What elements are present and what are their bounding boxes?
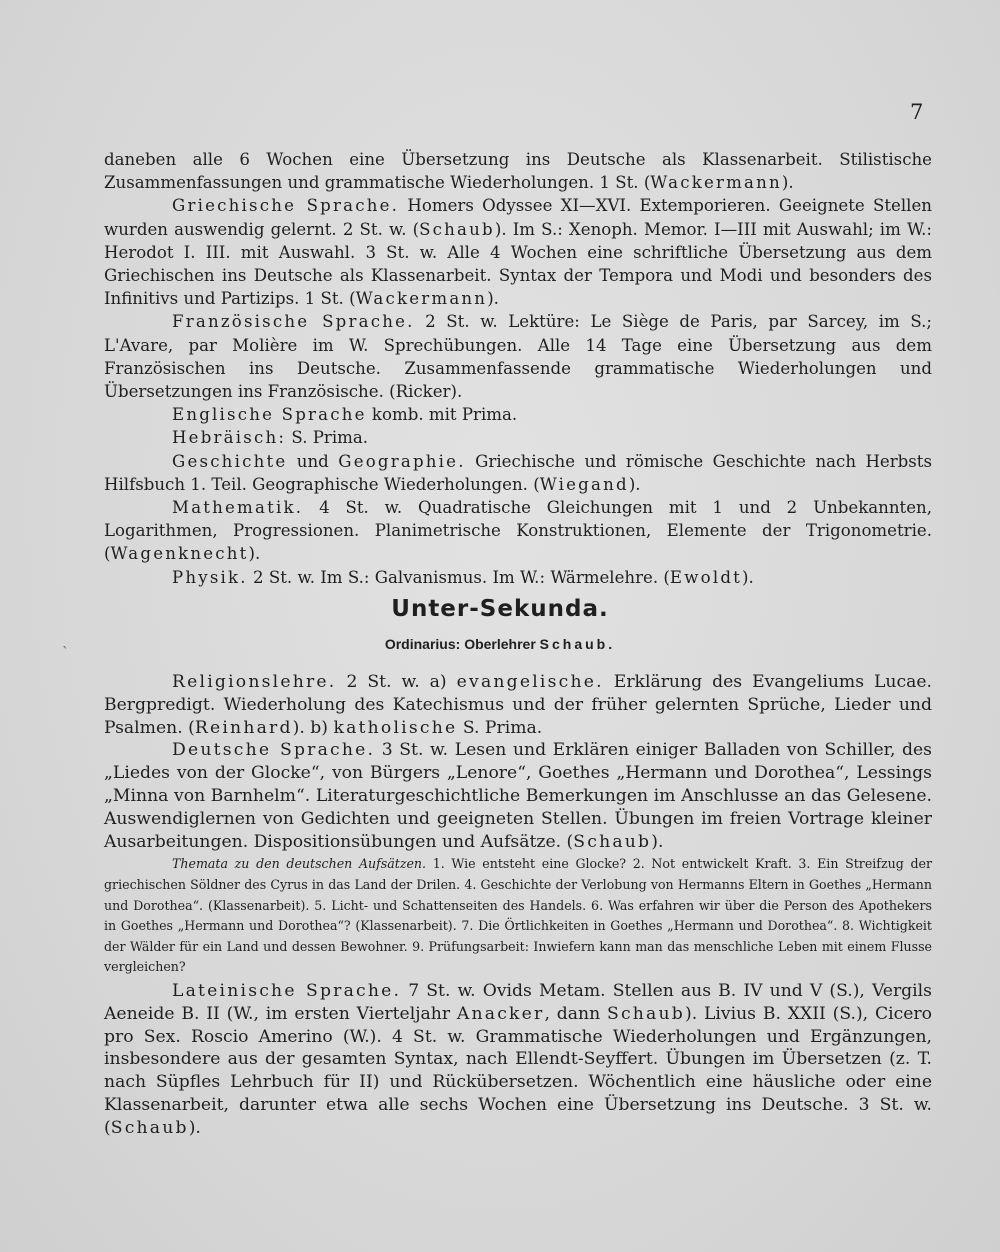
subject-heading: Geographie.: [338, 451, 466, 471]
paragraph-history: Geschichte und Geographie. Griechische und römische Geschichte nach Herbsts Hilfsbuch 1. Teil. Geographische Wiederholungen. (Wiegand).: [104, 451, 932, 494]
subject-heading: Hebräisch:: [172, 428, 287, 448]
paragraph-physics: Physik. 2 St. w. Im S.: Galvanismus. Im W.: Wärmelehre. (Ewoldt).: [172, 567, 754, 587]
subject-heading: Religionslehre.: [172, 672, 337, 692]
page-number: 7: [910, 100, 924, 124]
obersekunda-section: [104, 148, 932, 589]
paragraph-latin: Lateinische Sprache. 7 St. w. Ovids Metam. Stellen aus B. IV und V (S.), Vergils Aeneide B. II (W., im ersten Vierteljahr Anacker, dann Schaub). Livius B. XXII (S.), Cicero pro Sex. Roscio Amerino (W.). 4 St. w. Grammatische Wiederholungen und Ergänzungen, insbesondere aus der gesamten Syntax, nach Ellendt-Seyffert. Übungen im Übersetzen (z. T. nach Süpfles Lehrbuch für II) und Rückübersetzen. Wöchentlich eine häusliche oder eine Klassenarbeit, darunter etwa alle sechs Wochen eine Übersetzung ins Deutsche. 3 St. w. (Schaub).: [104, 980, 932, 1138]
subject-heading: Deutsche Sprache.: [172, 740, 376, 761]
ordinarius-line: Ordinarius: Oberlehrer Schaub.: [384, 636, 616, 652]
untersekunda-section: [104, 671, 932, 1140]
subject-heading: Französische Sprache.: [172, 312, 415, 332]
subject-heading: Geschichte: [172, 451, 288, 471]
subject-heading: Physik.: [172, 567, 248, 587]
paragraph-latin-continued: daneben alle 6 Wochen eine Übersetzung ins Deutsche als Klassenarbeit. Stilistische Zusammenfassungen und grammatische Wiederholungen. 1 St. (Wackermann).: [104, 150, 932, 193]
paragraph-math: Mathematik. 4 St. w. Quadratische Gleichungen mit 1 und 2 Unbekannten, Logarithmen, Progressionen. Planimetrische Konstruktionen, Elemente der Trigonometrie. (Wagenknecht).: [104, 498, 932, 564]
subject-heading: Lateinische Sprache.: [172, 980, 402, 1001]
subject-heading: Mathematik.: [172, 498, 304, 518]
paragraph-hebrew: Hebräisch: S. Prima.: [172, 428, 369, 448]
paragraph-german: Deutsche Sprache. 3 St. w. Lesen und Erklären einiger Balladen von Schiller, des „Liedes von der Glocke“, von Bürgers „Lenore“, Goethes „Hermann und Dorothea“, Lessings „Minna von Barnhelm“. Literaturgeschichtliche Bemerkungen im Anschlusse an das Gelesene. Auswendiglernen von Gedichten und geeigneten Stellen. Übungen im freien Vortrage kleiner Ausarbeitungen. Dispositionsübungen und Aufsätze. (Schaub).: [104, 740, 932, 852]
themata-heading: Themata zu den deutschen Aufsätzen.: [172, 856, 427, 872]
paragraph-english: Englische Sprache komb. mit Prima.: [172, 405, 518, 425]
paragraph-greek: Griechische Sprache. Homers Odyssee XI—XVI. Extemporieren. Geeignete Stellen wurden auswendig gelernt. 2 St. w. (Schaub). Im S.: Xenoph. Memor. I—III mit Auswahl; im W.: Herodot I. III. mit Auswahl. 3 St. w. Alle 4 Wochen eine schriftliche Übersetzung aus dem Griechischen ins Deutsche als Klassenarbeit. Syntax der Tempora und Modi und besonders des Infinitivs und Partizips. 1 St. (Wackermann).: [104, 196, 932, 309]
subject-heading: Englische Sprache: [172, 405, 367, 425]
section-title: Unter-Sekunda.: [391, 596, 609, 622]
paragraph-religion: Religionslehre. 2 St. w. a) evangelische. Erklärung des Evangeliums Lucae. Bergpredigt. Wiederholung des Katechismus und der früher gelernten Sprüche, Lieder und Psalmen. (Reinhard). b) katholische S. Prima.: [104, 672, 933, 738]
paragraph-themata: Themata zu den deutschen Aufsätzen. 1. Wie entsteht eine Glocke? 2. Not entwickelt Kraft. 3. Ein Streifzug der griechischen Söldner des Cyrus in das Land der Drilen. 4. Geschichte der Verlobung von Hermanns Eltern in Goethes „Hermann und Dorothea“. (Klassenarbeit). 5. Licht- und Schattenseiten des Handels. 6. Was erfahren wir über die Person des Apothekers in Goethes „Hermann und Dorothea“? (Klassenarbeit). 7. Die Örtlichkeiten in Goethes „Hermann und Dorothea“. 8. Wichtigkeit der Wälder für ein Land und dessen Bewohner. 9. Prüfungsarbeit: Inwiefern kann man das menschliche Leben mit einem Flusse vergleichen?: [104, 856, 932, 975]
paragraph-french: Französische Sprache. 2 St. w. Lektüre: Le Siège de Paris, par Sarcey, im S.; L'Avare, par Molière im W. Sprechübungen. Alle 14 Tage eine Übersetzung aus dem Französischen ins Deutsche. Zusammenfassende grammatische Wiederholungen und Übersetzungen ins Französische. (Ricker).: [104, 312, 932, 402]
margin-mark: ˋ: [62, 645, 69, 661]
subject-heading: Griechische Sprache.: [172, 196, 400, 216]
